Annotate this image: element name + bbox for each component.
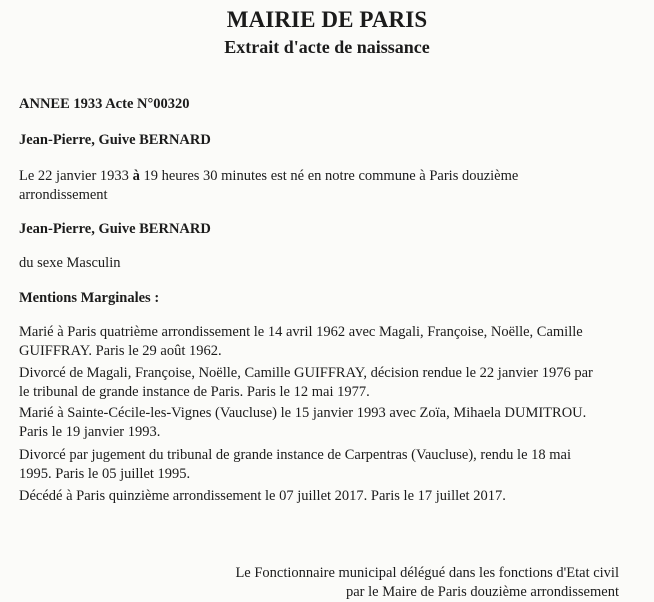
year-act-number: ANNEE 1933 Acte N°00320 [19, 96, 190, 112]
mentions-heading: Mentions Marginales : [19, 290, 160, 306]
mention-divorce-1995 [19, 446, 631, 484]
mention-marriage-1993 [19, 404, 631, 442]
person-name-repeat: Jean-Pierre, Guive BERNARD [19, 221, 211, 237]
birth-statement-line-1 [19, 167, 631, 186]
signature-line-2: par le Maire de Paris douzième arrondissement [346, 584, 619, 600]
mention-line: Marié à Sainte-Cécile-les-Vignes (Vaucluse) le 15 janvier 1993 avec Zoïa, Mihaela DUMITROU. [19, 405, 587, 421]
sex-statement: du sexe Masculin [19, 255, 121, 271]
birth-statement-line-2: arrondissement [19, 187, 108, 203]
birth-statement-part-2: 19 heures 30 minutes est né en notre commune à Paris douzième [139, 168, 519, 184]
mention-line: GUIFFRAY. Paris le 29 août 1962. [19, 343, 222, 359]
birth-statement-part-1: Le 22 janvier 1933 [19, 168, 133, 184]
birth-statement-bold-a: à [132, 168, 140, 184]
mention-line: 1995. Paris le 05 juillet 1995. [19, 466, 191, 482]
mention-marriage-1962 [19, 323, 631, 361]
mention-line: Marié à Paris quatrième arrondissement le 14 avril 1962 avec Magali, Françoise, Noëlle, Camille [19, 324, 583, 340]
document-subtitle: Extrait d'acte de naissance [224, 37, 430, 57]
mention-line: Paris le 19 janvier 1993. [19, 424, 161, 440]
mention-line: Divorcé par jugement du tribunal de grande instance de Carpentras (Vaucluse), rendu le 18 mai [19, 447, 572, 463]
mention-line: Divorcé de Magali, Françoise, Noëlle, Camille GUIFFRAY, décision rendue le 22 janvier 1976 par [19, 365, 593, 381]
document-title: MAIRIE DE PARIS [226, 7, 428, 32]
mention-line: le tribunal de grande instance de Paris. Paris le 12 mai 1977. [19, 384, 370, 400]
mention-divorce-1976 [19, 364, 631, 402]
birth-statement [19, 167, 631, 205]
mention-line: Décédé à Paris quinzième arrondissement le 07 juillet 2017. Paris le 17 juillet 2017. [19, 488, 506, 504]
person-name-heading: Jean-Pierre, Guive BERNARD [19, 132, 211, 148]
signature-line-1: Le Fonctionnaire municipal délégué dans les fonctions d'Etat civil [235, 565, 619, 581]
mention-death-2017 [19, 487, 631, 506]
document-header [0, 6, 654, 58]
signature-block [199, 564, 619, 602]
